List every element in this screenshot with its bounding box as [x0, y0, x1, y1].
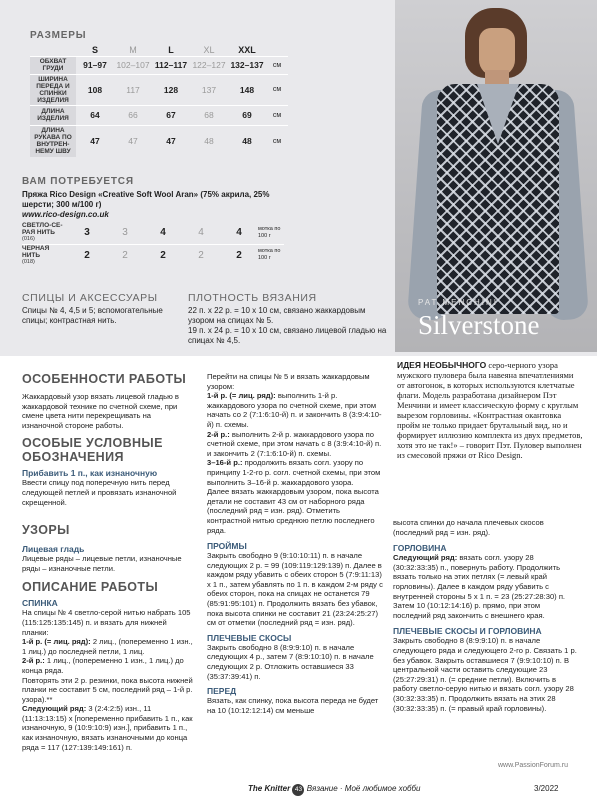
table-row	[22, 244, 284, 266]
front-text: Вязать, как спинку, пока высота переда не будет на 10 (10:12:12:14) см меньше	[207, 696, 379, 715]
cell: 132–137	[228, 56, 266, 74]
sizes-table	[30, 44, 288, 157]
unit: см	[266, 56, 288, 74]
cell: 47	[114, 125, 152, 157]
cell: 2	[106, 244, 144, 266]
cell: 108	[76, 74, 114, 105]
row-2-instruction: 2-й р.: 1 лиц., (попеременно 1 изн., 1 лиц.) до конца ряда.	[22, 656, 184, 675]
cell: 2	[182, 244, 220, 266]
row-label: СВЕТЛО-СЕ-РАЯ НИТЬ (016)	[22, 222, 63, 243]
row-label: ДЛИНА ИЗДЕЛИЯ	[30, 105, 76, 125]
unit: см	[266, 74, 288, 105]
features-heading: ОСОБЕННОСТИ РАБОТЫ	[22, 372, 187, 386]
yarn-info	[22, 190, 284, 219]
symbols-heading: ОСОБЫЕ УСЛОВНЫЕ ОБОЗНАЧЕНИЯ	[22, 436, 163, 465]
back-text: На спицы № 4 светло-серой нитью набрать 105 (115:125:135:145) п. и вязать для нижней планки:	[22, 608, 191, 637]
cell: 69	[228, 105, 266, 125]
repeat-instruction: Повторять эти 2 р. резинки, пока высота нижней планки не составит 5 см, последний ряд – 1-й р. узора).**	[22, 675, 193, 704]
jacquard-intro: Перейти на спицы № 5 и вязать жаккардовым узором:	[207, 372, 370, 391]
cell: 148	[228, 74, 266, 105]
cell: 91–97	[76, 56, 114, 74]
front-heading: ПЕРЕД	[207, 686, 237, 697]
features-text: Жаккардовый узор вязать лицевой гладью в жаккардовой технике по счетной схеме, при смене цвета нити перекрещивать на изнаночной стороне работы.	[22, 392, 179, 430]
unit: мотка по 100 г	[258, 225, 281, 239]
pattern-text: Лицевые ряды – лицевые петли, изнаночные ряды – изнаночные петли.	[22, 554, 182, 573]
needles-text: Спицы № 4, 4,5 и 5; вспомогательные спицы; контрастная нить.	[22, 306, 163, 325]
intro-text	[397, 360, 583, 460]
front-continue: высота спинки до начала плечевых скосов (последний ряд = изн. ряд).	[393, 518, 544, 537]
sizes-heading: РАЗМЕРЫ	[30, 30, 87, 41]
patterns-heading: УЗОРЫ	[22, 523, 70, 538]
yarn-name: Пряжа Rico Design «Creative Soft Wool Aran» (75% акрила, 25% шерсти; 300 м/100 г)	[22, 190, 270, 209]
issue-number: 3/2022	[534, 784, 559, 793]
watermark: www.PassionForum.ru	[498, 762, 569, 769]
cell: 67	[152, 105, 190, 125]
armholes-text: Закрыть свободно 9 (9:10:10:11) п. в начале следующих 2 р. = 99 (109:119:129:139) п. Далее в каждом ряду убавить с обеих сторон 5 (7:9:11:13) х 1 п., затем убавлять по 1 п. в каждом 2-м ряду с обеих сторон, пока на спицах не останется 79 (85:91:95:101) п. Продолжить вязать без убавок, пока высота спинки не составит 21 (23:24:25:27) см от отметки (последний ряд = изн. ряд).	[207, 551, 383, 628]
gauge-text-1: 22 п. х 22 р. = 10 х 10 см, связано жаккардовым узором на спицах № 5.	[188, 306, 366, 325]
cell: 4	[198, 227, 204, 239]
cell: 3	[122, 227, 128, 239]
jacquard-row-3-16: 3–16-й р.: продолжить вязать согл. узору по принципу 1-2-го р. согл. счетной схемы, при этом выполнить 3–16-й р. жаккардового узора.	[207, 458, 381, 487]
row-1-instruction: 1-й р. (= лиц. ряд): 2 лиц., (попеременно 1 изн., 1 лиц.) до последней петли, 1 лиц.	[22, 637, 193, 656]
cell: 4	[236, 227, 242, 239]
shoulders-heading: ПЛЕЧЕВЫЕ СКОСЫ	[207, 632, 292, 643]
needles-heading: СПИЦЫ И АКСЕССУАРЫ	[22, 292, 158, 304]
pattern-title: Silverstone	[418, 310, 540, 340]
next-row-instruction: Следующий ряд: 3 (2:4:2:5) изн., 11 (11:13:13:15) х [попеременно прибавить 1 п., как изнаночную, 9 (10:9:10:9) изн.], прибавить 1 п., как изнаночную, вязать изнаночными до конца ряда = 117 (127:139:149:161) п.	[22, 704, 193, 752]
cell: 112–117	[152, 56, 190, 74]
page-footer	[0, 778, 597, 800]
unit: см	[266, 105, 288, 125]
cell: 128	[152, 74, 190, 105]
yarn-table	[22, 222, 284, 266]
cell: 64	[76, 105, 114, 125]
table-row	[30, 105, 288, 125]
jacquard-row-2: 2-й р.: выполнить 2-й р. жаккардового узора по счетной схеме, при этом начать с 8 (3:9:4:10-й) п. и закончить 2 (7:1:6:10-й) п. схемы.	[207, 429, 382, 458]
row-label: ОБХВАТ ГРУДИ	[30, 56, 76, 74]
description-heading: ОПИСАНИЕ РАБОТЫ	[22, 580, 159, 595]
size-header: M	[129, 44, 137, 55]
jacquard-row-1: 1-й р. (= лиц. ряд): выполнить 1-й р. жаккардового узора по счетной схеме, при этом начать со 2 (7:1:6:10-й) п. и закончить 8 (3:9:4:10-й) п. схемы.	[207, 391, 382, 429]
needs-heading: ВАМ ПОТРЕБУЕТСЯ	[22, 176, 134, 187]
armholes-heading: ПРОЙМЫ	[207, 541, 247, 552]
size-header: XXL	[238, 44, 256, 55]
table-row	[30, 74, 288, 105]
cell: 122–127	[190, 56, 228, 74]
size-header: XL	[203, 44, 215, 55]
symbol-text: Ввести спицу под поперечную нить перед следующей петлей и провязать изнаночной скрещенной.	[22, 478, 177, 507]
unit: мотка по 100 г	[258, 244, 284, 266]
column-3	[393, 518, 579, 713]
gauge-heading: ПЛОТНОСТЬ ВЯЗАНИЯ	[188, 292, 317, 304]
tagline: Вязание · Моё любимое хобби	[306, 784, 421, 793]
table-row	[22, 222, 284, 244]
cell: 2	[144, 244, 182, 266]
cell: 66	[114, 105, 152, 125]
cell: 48	[190, 125, 228, 157]
table-row	[30, 125, 288, 157]
unit: см	[266, 125, 288, 157]
cell: 68	[190, 105, 228, 125]
gauge-text-2: 19 п. х 24 р. = 10 х 10 см, связано лицевой гладью на спицах № 4,5.	[188, 326, 387, 345]
section-divider	[0, 352, 597, 356]
back-heading: СПИНКА	[22, 598, 58, 609]
size-header: S	[91, 44, 98, 55]
column-2	[207, 372, 385, 715]
neck-text: Следующий ряд: вязать согл. узору 28 (30:32:33:35) п., повернуть работу. Продолжить вязать только на этих петлях (= левый край горловины). Далее в каждом ряду убавить с внутренней стороны 5 х 1 п. = 23 (25:27:28:30) п. Затем 10 (10:12:14:16) р. прямо, при этом последний ряд закончить с внешнего края.	[393, 553, 566, 620]
magazine-name: The Knitter	[248, 784, 291, 793]
intro-body: серо-черного узора мужского пуловера была навеяна впечатлениями от автогонок, в которых используются клетчатые флаги. Модель разработана дизайнером Пэт Менчини и имеет классическую форму с круглым вырезом горловины. «Контрастная окантовка пройм не только придает брутальный вид, но и формирует иллюзию комплекта из двух предметов, хотя это не так!» – говорит Пэт. Пуловер выполнен из смесовой пряжи от Rico Design.	[397, 360, 583, 460]
row-label: ЧЕРНАЯ НИТЬ (018)	[22, 244, 68, 266]
cell: 47	[152, 125, 190, 157]
yarn-url: www.rico-design.co.uk	[22, 210, 109, 219]
table-row	[30, 56, 288, 74]
cell: 117	[114, 74, 152, 105]
symbol-name: Прибавить 1 п., как изнаночную	[22, 468, 158, 479]
size-header: L	[168, 44, 174, 55]
shoulders-text: Закрыть свободно 8 (8:9:9:10) п. в начале следующих 4 р., затем 7 (8:9:10:10) п. в начале следующих 2 р. Отложить оставшиеся 33 (35:37:39:41) п.	[207, 642, 374, 681]
cell: 102–107	[114, 56, 152, 74]
cell: 48	[228, 125, 266, 157]
shoulders-neck-heading: ПЛЕЧЕВЫЕ СКОСЫ И ГОРЛОВИНА	[393, 626, 542, 637]
neck-heading: ГОРЛОВИНА	[393, 543, 447, 554]
cell: 4	[160, 227, 166, 239]
page-number: 43	[292, 784, 304, 796]
model-face	[479, 28, 515, 76]
jacquard-continue: Далее вязать жаккардовым узором, пока высота детали не составит 43 см от наборного ряда (последний ряд = изн. ряд). Отметить контрастной нитью среднюю петлю последнего ряда.	[207, 487, 379, 535]
row-label: ДЛИНА РУКАВА ПО ВНУТРЕН-НЕМУ ШВУ	[30, 125, 76, 157]
intro-lead: ИДЕЯ НЕОБЫЧНОГО	[397, 360, 487, 370]
cell: 47	[76, 125, 114, 157]
row-label: ШИРИНА ПЕРЕДА И СПИНКИ ИЗДЕЛИЯ	[30, 74, 76, 105]
pattern-name: Лицевая гладь	[22, 544, 85, 555]
footer-line	[248, 784, 420, 796]
cell: 137	[190, 74, 228, 105]
cell: 3	[84, 227, 90, 239]
cell: 2	[220, 244, 258, 266]
column-1	[22, 372, 194, 752]
designer-name: PAT MENCHINI	[418, 298, 499, 307]
shoulders-neck-text: Закрыть свободно 8 (8:9:9:10) п. в начале следующего ряда и следующего 2-го р. Связать 1 р. без убавок. Закрыть оставшиеся 7 (9:9:10:10) п. В центральной части оставить следующие 23 (25:27:29:31) п. (= средние петли). Включить в работу светло-серую нитью и вязать согл. узору 28 (30:32:33:35) п. Продолжить вязать на этих 28 (30:32:33:35) п. (= правый край горловины).	[393, 636, 577, 713]
cell: 2	[68, 244, 106, 266]
